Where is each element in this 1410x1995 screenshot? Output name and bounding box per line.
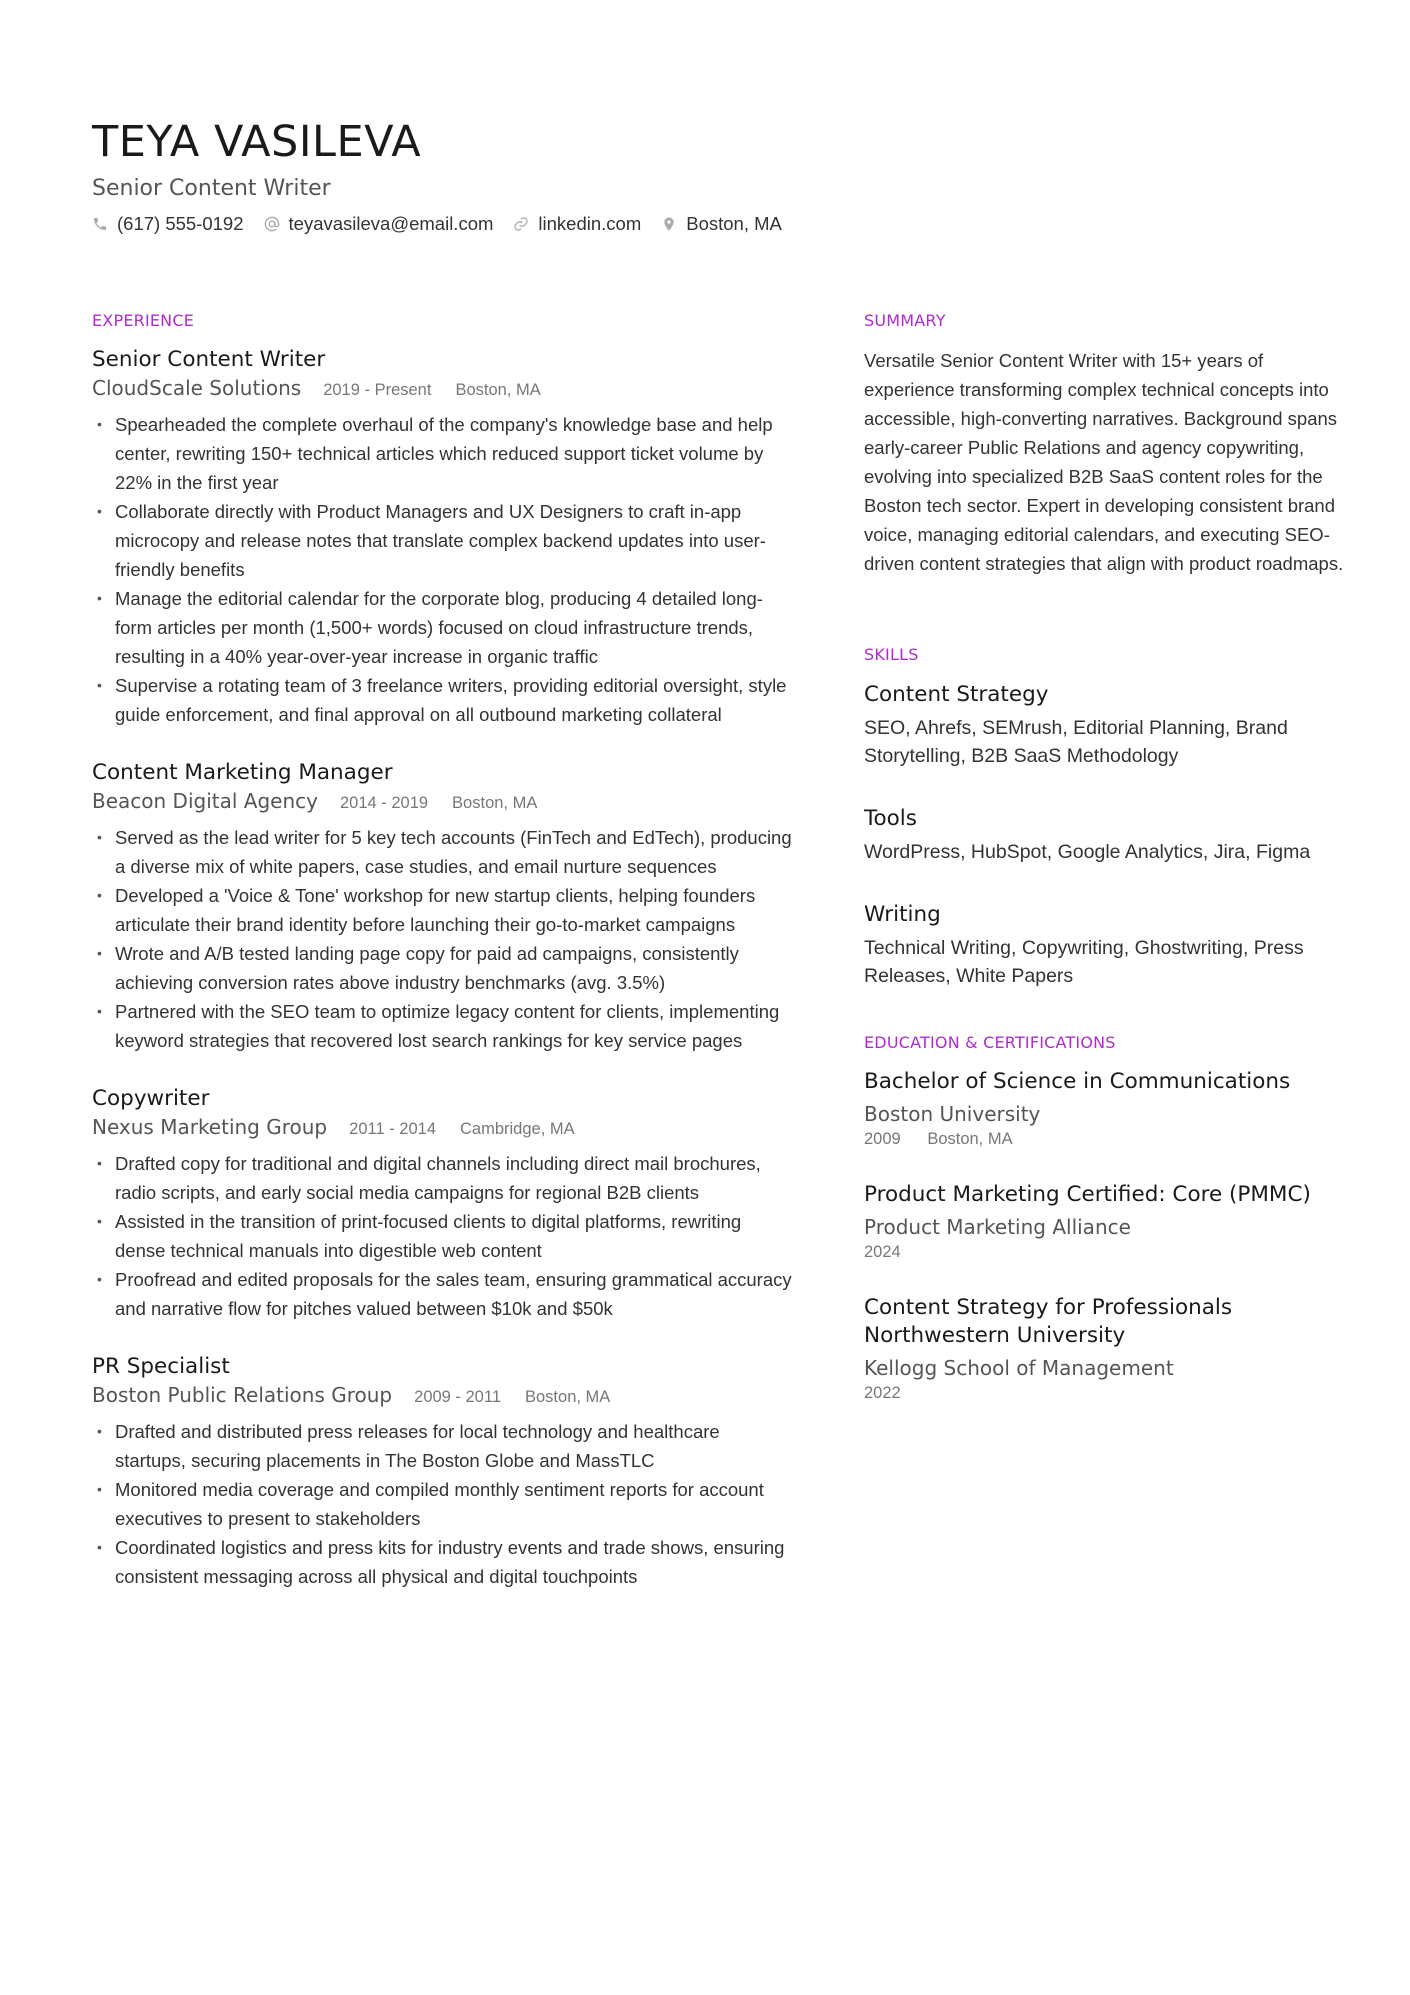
skill-group-name: Writing (864, 902, 941, 927)
skill-group-name: Tools (864, 806, 917, 831)
job-meta (92, 1381, 792, 1411)
job-bullet: • Collaborate directly with Product Managers and UX Designers to craft in-app microcopy and release notes that translate complex backend updates into user-friendly benefits (92, 497, 792, 584)
education-title: Bachelor of Science in Communications (864, 1069, 1291, 1094)
contact-linkedin[interactable] (513, 209, 641, 239)
job-meta (92, 787, 792, 817)
job-bullets (92, 1417, 792, 1591)
experience-section (92, 304, 792, 1621)
linkedin-link[interactable]: linkedin.com (538, 213, 642, 234)
candidate-name: TEYA VASILEVA (92, 117, 422, 167)
job-location: Boston, MA (525, 1388, 611, 1406)
job-title: Content Marketing Manager (92, 760, 393, 785)
location-pin-icon (661, 216, 677, 232)
job-company: Nexus Marketing Group (92, 1115, 328, 1139)
right-column (864, 304, 1344, 1435)
job-title: Senior Content Writer (92, 347, 326, 372)
skill-group-items: SEO, Ahrefs, SEMrush, Editorial Planning, Brand Storytelling, B2B SaaS Methodology (864, 717, 1288, 767)
job-bullet: • Served as the lead writer for 5 key tech accounts (FinTech and EdTech), producing a diverse mix of white papers, case studies, and email nurture sequences (92, 823, 792, 881)
skill-group-items: WordPress, HubSpot, Google Analytics, Jira, Figma (864, 841, 1311, 863)
skill-group-name: Content Strategy (864, 682, 1049, 707)
job-bullet: • Wrote and A/B tested landing page copy for paid ad campaigns, consistently achieving conversion rates above industry benchmarks (avg. 3.5%) (92, 939, 792, 997)
job-bullet: • Spearheaded the complete overhaul of the company's knowledge base and help center, rewriting 150+ technical articles which reduced support ticket volume by 22% in the first year (92, 410, 792, 497)
link-icon (513, 216, 529, 232)
phone-icon (92, 216, 108, 232)
at-sign-icon (264, 216, 280, 232)
education-year: 2022 (864, 1384, 901, 1402)
skills-heading: SKILLS (864, 645, 919, 664)
job-bullets (92, 1149, 792, 1323)
education-school: Kellogg School of Management (864, 1356, 1174, 1380)
job-meta (92, 1113, 792, 1143)
contact-location (661, 209, 782, 239)
education-title: Product Marketing Certified: Core (PMMC) (864, 1182, 1311, 1207)
job-company: CloudScale Solutions (92, 376, 302, 400)
experience-heading: EXPERIENCE (92, 311, 195, 330)
candidate-title: Senior Content Writer (92, 176, 331, 201)
education-year: 2009 (864, 1130, 901, 1148)
job-bullet: • Drafted copy for traditional and digital channels including direct mail brochures, radio scripts, and early social media campaigns for regional B2B clients (92, 1149, 792, 1207)
education-entry (864, 1068, 1344, 1149)
job-entry (92, 346, 792, 729)
skill-group-items: Technical Writing, Copywriting, Ghostwriting, Press Releases, White Papers (864, 937, 1304, 987)
job-title: Copywriter (92, 1086, 210, 1111)
job-bullet: • Monitored media coverage and compiled monthly sentiment reports for account executives to present to stakeholders (92, 1475, 792, 1533)
job-location: Boston, MA (455, 381, 541, 399)
job-dates: 2014 - 2019 (339, 794, 429, 812)
summary-heading: SUMMARY (864, 311, 946, 330)
phone-text: (617) 555-0192 (117, 213, 244, 234)
job-bullet: • Partnered with the SEO team to optimize legacy content for clients, implementing keyword strategies that recovered lost search rankings for key service pages (92, 997, 792, 1055)
job-bullets (92, 823, 792, 1055)
skills-section (864, 638, 1344, 990)
job-entry (92, 1353, 792, 1591)
job-title: PR Specialist (92, 1354, 230, 1379)
job-meta (92, 374, 792, 404)
job-dates: 2019 - Present (323, 381, 432, 399)
education-year: 2024 (864, 1243, 901, 1261)
education-entry (864, 1294, 1344, 1403)
contact-bar (92, 209, 802, 239)
education-heading: EDUCATION & CERTIFICATIONS (864, 1033, 1116, 1052)
job-dates: 2009 - 2011 (414, 1388, 501, 1406)
education-school: Product Marketing Alliance (864, 1215, 1131, 1239)
job-company: Beacon Digital Agency (92, 789, 318, 813)
skill-group (864, 900, 1344, 990)
job-bullet: • Coordinated logistics and press kits for industry events and trade shows, ensuring consistent messaging across all physical and digital touchpoints (92, 1533, 792, 1591)
education-location: Boston, MA (927, 1130, 1013, 1148)
job-bullets (92, 410, 792, 729)
job-bullet: • Developed a 'Voice & Tone' workshop for new startup clients, helping founders articulate their brand identity before launching their go-to-market campaigns (92, 881, 792, 939)
summary-text: Versatile Senior Content Writer with 15+ years of experience transforming complex technical concepts into accessible, high-converting narratives. Background spans early-career Public Relations and agency copywriting, evolving into specialized B2B SaaS content roles for the Boston tech sector. Expert in developing consistent brand voice, managing editorial calendars, and executing SEO-driven content strategies that align with product roadmaps. (864, 350, 1344, 574)
job-entry (92, 1085, 792, 1323)
job-bullet: • Assisted in the transition of print-focused clients to digital platforms, rewriting dense technical manuals into digestible web content (92, 1207, 792, 1265)
job-bullet: • Supervise a rotating team of 3 freelance writers, providing editorial oversight, style guide enforcement, and final approval on all outbound marketing collateral (92, 671, 792, 729)
education-title: Content Strategy for Professionals Northwestern University (864, 1295, 1233, 1348)
job-location: Boston, MA (452, 794, 538, 812)
email-link[interactable]: teyavasileva@email.com (288, 213, 494, 234)
contact-email[interactable] (264, 209, 494, 239)
job-bullet: • Drafted and distributed press releases for local technology and healthcare startups, securing placements in The Boston Globe and MassTLC (92, 1417, 792, 1475)
education-section (864, 1026, 1344, 1403)
contact-phone (92, 209, 244, 239)
education-school: Boston University (864, 1102, 1041, 1126)
job-dates: 2011 - 2014 (349, 1120, 436, 1138)
summary-section (864, 304, 1344, 578)
job-bullet: • Manage the editorial calendar for the corporate blog, producing 4 detailed long-form articles per month (1,500+ words) focused on cloud infrastructure trends, resulting in a 40% year-over-year increase in organic traffic (92, 584, 792, 671)
education-meta (864, 1383, 1344, 1403)
job-entry (92, 759, 792, 1055)
job-bullet: • Proofread and edited proposals for the sales team, ensuring grammatical accuracy and narrative flow for pitches valued between $10k and $50k (92, 1265, 792, 1323)
job-company: Boston Public Relations Group (92, 1383, 393, 1407)
job-location: Cambridge, MA (460, 1120, 575, 1138)
skill-group (864, 804, 1344, 866)
education-meta (864, 1242, 1344, 1262)
education-entry (864, 1181, 1344, 1262)
skill-group (864, 680, 1344, 770)
location-text: Boston, MA (686, 213, 782, 234)
education-meta (864, 1129, 1344, 1149)
